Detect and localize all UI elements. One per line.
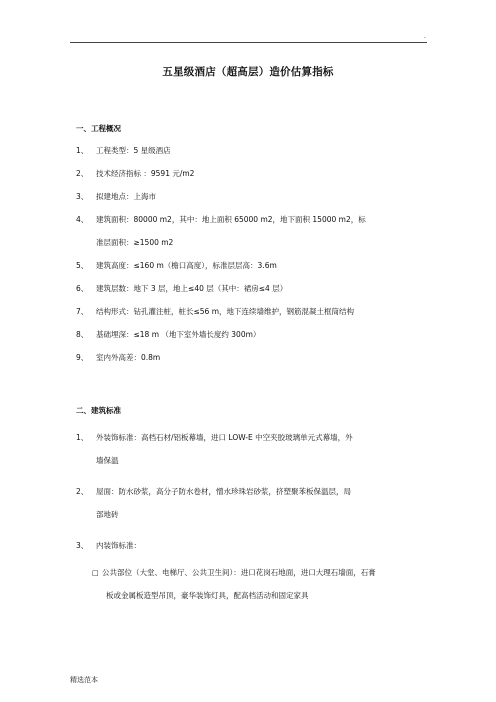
- list-item: 2、 技术经济指标 ：9591 元/m2: [76, 169, 195, 178]
- list-item: 6、 建筑层数：地下 3 层，地上≤40 层（其中：裙房≤4 层）: [76, 284, 288, 293]
- list-item: 7、 结构形式：钻孔灌注桩，桩长≤56 m，地下连续墙维护，钢筋混凝土框筒结构: [76, 307, 355, 316]
- sub-list-item: □ 公共部位（大堂、电梯厅、公共卫生间）：进口花岗石地面，进口大理石墙面，石膏: [92, 568, 376, 577]
- list-item-continuation: 部地砖: [96, 510, 119, 519]
- section-heading-overview: 一、工程概况: [76, 124, 121, 133]
- section-heading-building-standard: 二、建筑标准: [76, 406, 121, 415]
- list-item: 3、 内装饰标准：: [76, 541, 141, 550]
- header-mark: .: [423, 32, 426, 40]
- list-item: 2、 屋面：防水砂浆，高分子防水卷材，憎水珍珠岩砂浆，挤塑聚苯板保温层，局: [76, 487, 351, 496]
- list-item: 3、 拟建地点：上海市: [76, 192, 156, 201]
- header-rule: [70, 42, 427, 43]
- checkbox-bullet-icon: □: [92, 569, 99, 577]
- list-item-continuation: 墙保温: [96, 456, 119, 465]
- list-item: 4、 建筑面积：80000 m2，其中：地上面积 65000 m2，地下面积 15000 m2，标: [76, 215, 366, 224]
- list-item: 1、 工程类型：5 星级酒店: [76, 146, 171, 155]
- sub-list-item-continuation: 板或金属板造型吊顶，豪华装饰灯具，配高档活动和固定家具: [106, 591, 309, 600]
- list-item: 9、 室内外高差：0.8m: [76, 353, 161, 362]
- list-item: 1、 外装饰标准：高档石材/铝板幕墙，进口 LOW-E 中空夹胶玻璃单元式幕墙，外: [76, 433, 353, 442]
- document-title: 五星级酒店（超高层）造价估算指标: [162, 66, 334, 78]
- list-item: 8、 基础埋深：≤18 m （地下室外墙长度约 300m）: [76, 330, 261, 339]
- list-item: 5、 建筑高度：≤160 m（檐口高度），标准层层高：3.6m: [76, 261, 277, 270]
- page-footer: 精选范本: [70, 676, 98, 684]
- list-item-continuation: 准层面积：≥1500 m2: [96, 238, 174, 247]
